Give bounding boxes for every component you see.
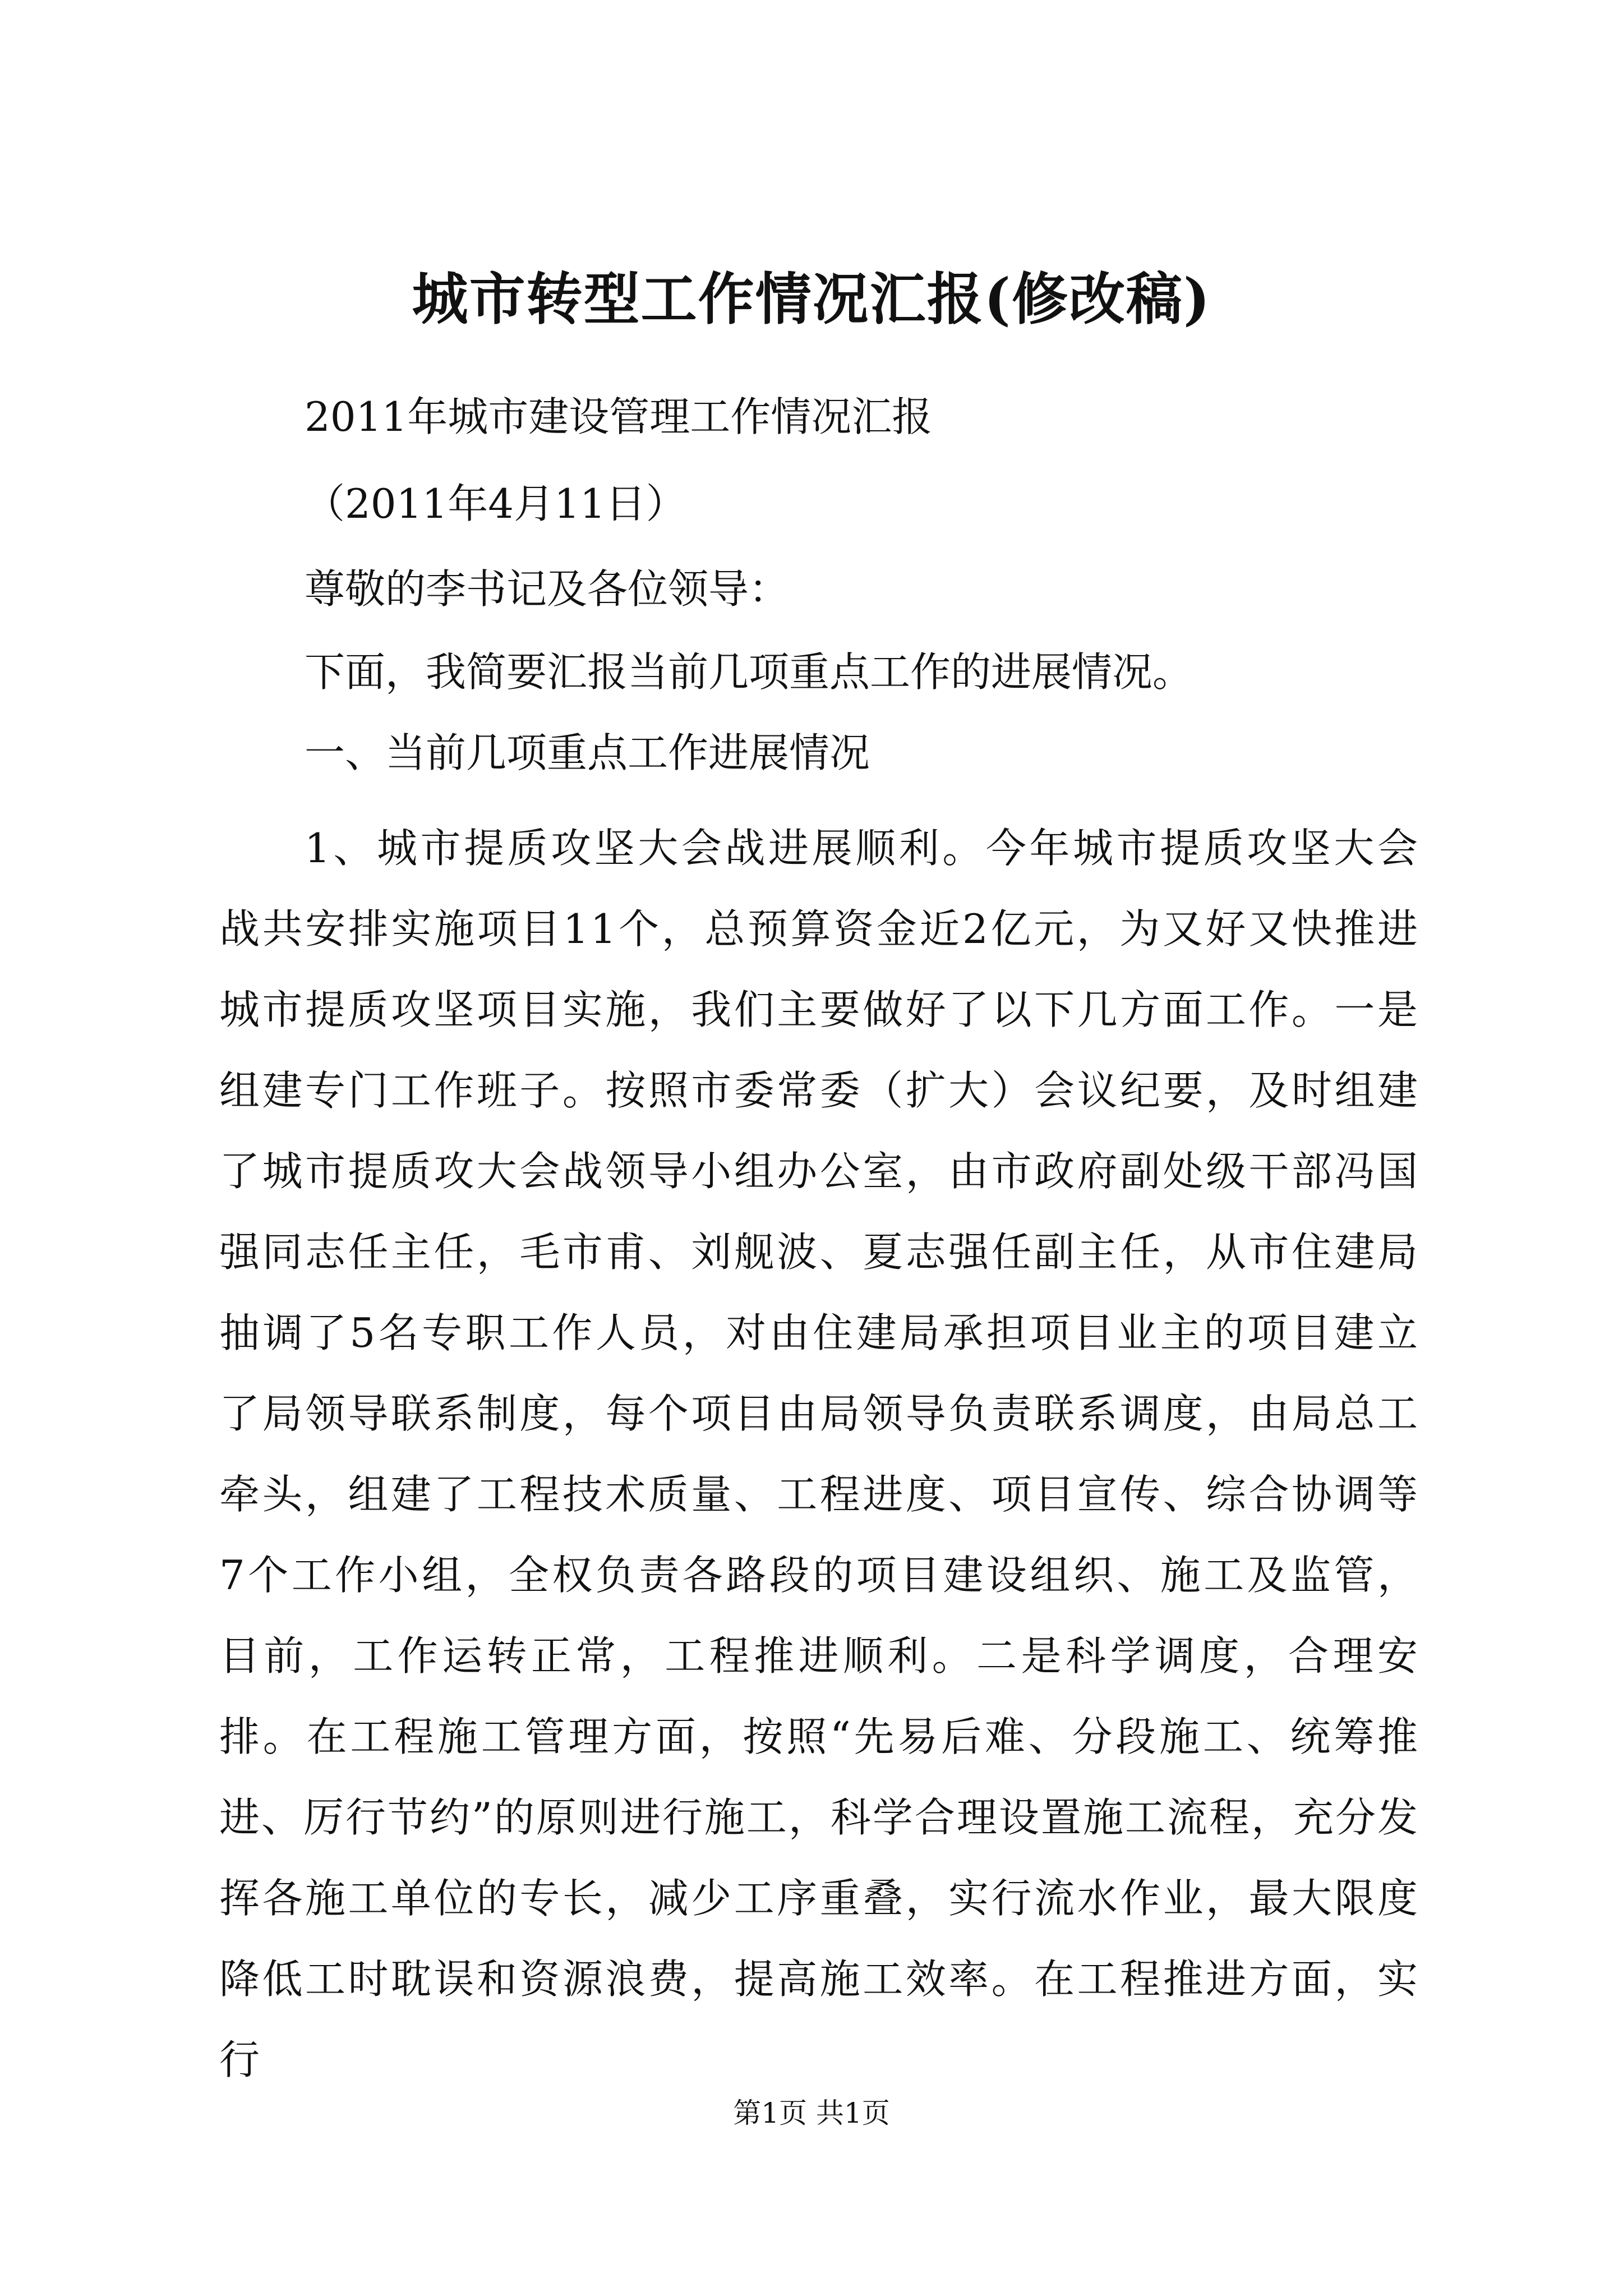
section-heading: 一、当前几项重点工作进展情况: [305, 729, 870, 776]
intro-sentence: 下面，我简要汇报当前几项重点工作的进展情况。: [305, 648, 1193, 696]
report-subtitle: 2011年城市建设管理工作情况汇报: [305, 393, 933, 440]
salutation: 尊敬的李书记及各位领导：: [305, 565, 790, 613]
body-paragraph: 1、城市提质攻坚大会战进展顺利。今年城市提质攻坚大会战共安排实施项目11个，总预算资金近2亿元，为又好又快推进城市提质攻坚项目实施，我们主要做好了以下几方面工作。一是组建专门工作班子。按照市委常委（扩大）会议纪要，及时组建了城市提质攻大会战领导小组办公室，由市政府副处级干部冯国强同志任主任，毛市甫、刘舰波、夏志强任副主任，从市住建局抽调了5名专职工作人员，对由住建局承担项目业主的项目建立了局领导联系制度，每个项目由局领导负责联系调度，由局总工牵头，组建了工程技术质量、工程进度、项目宣传、综合协调等7个工作小组，全权负责各路段的项目建设组织、施工及监管，目前，工作运转正常，工程推进顺利。二是科学调度，合理安排。在工程施工管理方面，按照“先易后难、分段施工、统筹推进、厉行节约”的原则进行施工，科学合理设置施工流程，充分发挥各施工单位的专长，减少工序重叠，实行流水作业，最大限度降低工时耽误和资源浪费，提高施工效率。在工程推进方面，实行: [219, 825, 1419, 2083]
document-title: 城市转型工作情况汇报(修改稿): [412, 266, 1211, 332]
page-footer: 第1页 共1页: [733, 2097, 890, 2129]
report-date: （2011年4月11日）: [305, 480, 686, 527]
